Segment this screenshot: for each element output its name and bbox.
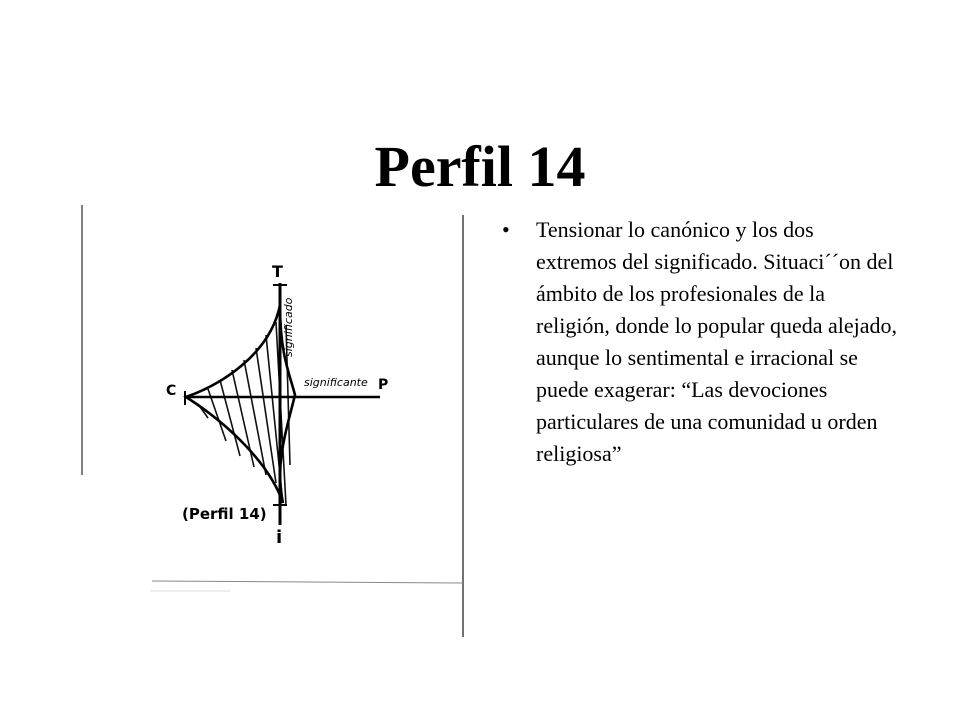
axis-label-left: C (166, 383, 177, 399)
scan-edge-bottom (152, 581, 463, 583)
horizontal-axis-label: significante (304, 376, 368, 389)
vertical-axis-label: significado (282, 297, 295, 357)
sketch-caption: (Perfil 14) (182, 505, 267, 523)
axis-label-bottom: i (276, 527, 283, 548)
bullet-item (498, 214, 898, 470)
profile-sketch (80, 205, 470, 645)
axis-label-right: P (378, 377, 389, 393)
bullet-list (498, 214, 898, 470)
slide-title: Perfil 14 (374, 133, 586, 199)
bullet-text: Tensionar lo canónico y los dos extremos del significado. Situaci´´on del ámbito de los profesionales de la religión, donde lo popular queda alejado, aunque lo sentimental e irracional se puede exagerar: “Las devociones particulares de una comunidad u orden religiosa” (536, 217, 898, 466)
axis-label-top: T (272, 262, 283, 281)
bullet-marker: • (502, 217, 510, 242)
profile-sketch-figure (80, 205, 470, 645)
